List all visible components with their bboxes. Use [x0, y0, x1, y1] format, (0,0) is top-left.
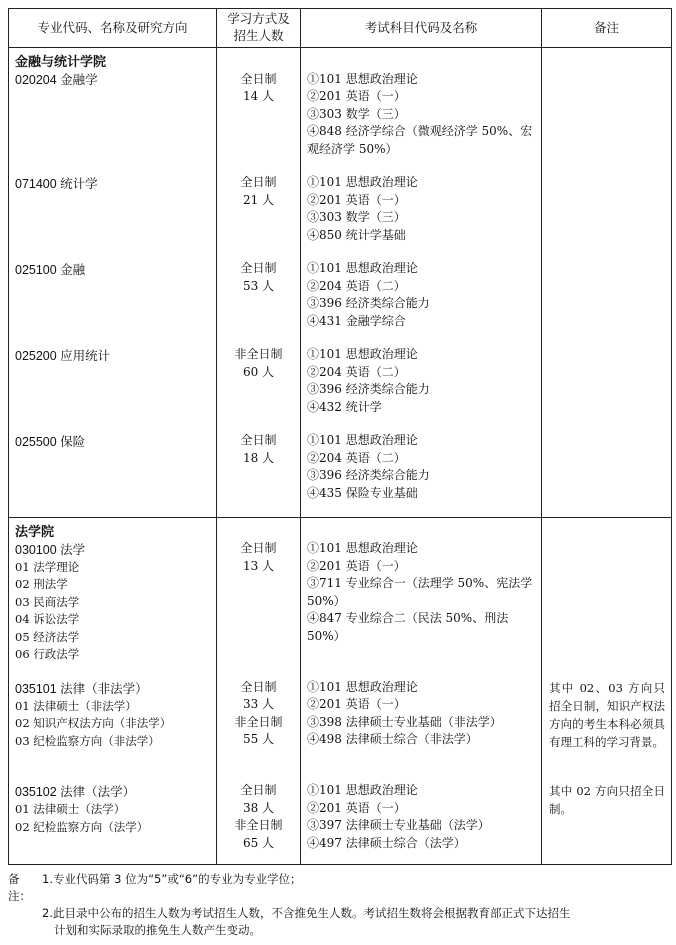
major-direction: 03 纪检监察方向（非法学） — [15, 733, 160, 748]
note-entry — [549, 540, 665, 663]
note-entry — [549, 679, 665, 767]
mode-line: 全日制 — [240, 175, 277, 189]
major-entry — [15, 680, 210, 768]
exam-line: ①101 思想政治理论 — [307, 71, 418, 86]
major-code-name: 035102 法律（法学） — [15, 785, 136, 800]
exam-line: ②201 英语（一） — [307, 558, 406, 573]
exam-line: ①101 思想政治理论 — [307, 433, 418, 447]
mode-line: 18 人 — [242, 450, 275, 465]
mode-entry — [217, 346, 300, 416]
exam-entry — [307, 432, 537, 502]
mode-line: 全日制 — [240, 71, 277, 86]
note-entry — [549, 346, 665, 416]
exam-line: ④432 统计学 — [307, 399, 382, 414]
mode-line: 55 人 — [242, 732, 275, 747]
school-row — [9, 48, 672, 518]
exam-line: ③396 经济类综合能力 — [307, 382, 430, 396]
major-direction: 01 法学理论 — [15, 559, 80, 574]
mode-line: 非全日制 — [234, 714, 283, 729]
mode-line: 全日制 — [240, 541, 277, 556]
exam-line: ③396 经济类综合能力 — [307, 468, 430, 482]
header-mode-line1: 学习方式及 — [227, 12, 290, 26]
major-direction: 01 法律硕士（法学） — [15, 802, 126, 817]
mode-line: 65 人 — [242, 835, 275, 850]
mode-line: 全日制 — [240, 679, 277, 694]
mode-line: 非全日制 — [234, 347, 283, 361]
footnote-2-text: 2.此目录中公布的招生人数为考试招生人数，不含推免生人数。考试招生数将会根据教育部正式下达招生 — [42, 906, 571, 920]
major-entry — [15, 71, 210, 159]
header-mode-line2: 招生人数 — [233, 29, 284, 43]
major-direction: 02 刑法学 — [15, 577, 68, 592]
admissions-table — [8, 8, 672, 865]
exam-entry — [307, 679, 537, 767]
major-code-name: 035101 法律（非法学） — [15, 681, 148, 696]
major-direction: 01 法律硕士（非法学） — [15, 698, 137, 713]
note-entry — [549, 71, 665, 159]
exam-line: ①101 思想政治理论 — [307, 347, 418, 361]
exam-line: ③396 经济类综合能力 — [307, 296, 430, 310]
exam-line: ④497 法律硕士综合（法学） — [307, 835, 466, 850]
note-entry — [549, 174, 665, 244]
col-majors — [9, 48, 217, 518]
exam-entry — [307, 174, 537, 244]
major-direction: 04 诉讼法学 — [15, 612, 80, 627]
major-code-name: 025500 保险 — [15, 434, 86, 449]
exam-line: ②204 英语（二） — [307, 450, 406, 465]
school-row — [9, 517, 672, 864]
exam-line: ①101 思想政治理论 — [307, 541, 418, 556]
mode-line: 60 人 — [242, 364, 275, 379]
school-name: 法学院 — [15, 523, 55, 539]
exam-line: ④435 保险专业基础 — [307, 485, 418, 500]
mode-entry — [217, 782, 300, 852]
mode-entry — [217, 432, 300, 502]
exam-line: ①101 思想政治理论 — [307, 679, 418, 694]
exam-entry — [307, 782, 537, 852]
exam-line: 50%） — [307, 593, 346, 608]
footnote-2-continued: 计划和实际录取的推免生人数产生变动。 — [54, 923, 261, 937]
mode-line: 53 人 — [242, 278, 275, 293]
footnote-label: 备注： — [8, 872, 31, 903]
header-mode — [217, 9, 301, 48]
col-mode — [217, 48, 301, 518]
exam-line: 观经济学 50%） — [307, 141, 398, 156]
exam-line: ③303 数学（三） — [307, 106, 406, 121]
table-header-row — [9, 9, 672, 48]
major-entry — [15, 541, 210, 664]
note-text: 其中 02、03 方向只招全日制，知识产权法方向的考生本科必须具有理工科的学习背景。 — [549, 680, 665, 749]
col-exams — [301, 517, 542, 864]
header-major: 专业代码、名称及研究方向 — [9, 9, 217, 48]
mode-entry — [217, 174, 300, 244]
major-direction: 05 经济法学 — [15, 629, 80, 644]
exam-line: ③397 法律硕士专业基础（法学） — [307, 818, 490, 833]
exam-line: ④847 专业综合二（民法 50%、刑法 50%） — [307, 611, 509, 643]
mode-entry — [217, 260, 300, 330]
col-notes — [542, 517, 672, 864]
major-code-name: 025200 应用统计 — [15, 348, 111, 363]
col-exams — [301, 48, 542, 518]
exam-line: ④848 经济学综合（微观经济学 50%、宏 — [307, 124, 533, 138]
note-text: 其中 02 方向只招全日制。 — [549, 784, 665, 817]
major-direction: 06 行政法学 — [15, 647, 80, 662]
exam-line: ②204 英语（二） — [307, 278, 406, 293]
major-entry — [15, 347, 210, 417]
exam-line: ①101 思想政治理论 — [307, 261, 418, 275]
exam-line: ④431 金融学综合 — [307, 313, 406, 328]
exam-line: ②201 英语（一） — [307, 89, 406, 103]
header-exam: 考试科目代码及名称 — [301, 9, 542, 48]
note-entry — [549, 782, 665, 852]
col-majors — [9, 517, 217, 864]
school-name: 金融与统计学院 — [15, 54, 107, 69]
mode-line: 全日制 — [240, 261, 277, 275]
exam-line: ④498 法律硕士综合（非法学） — [307, 732, 478, 747]
exam-line: ②201 英语（一） — [307, 800, 406, 815]
footnote-1-text: 1.专业代码第 3 位为“5”或“6”的专业为专业学位； — [42, 872, 302, 886]
mode-entry — [217, 540, 300, 663]
mode-entry — [217, 679, 300, 767]
note-entry — [549, 432, 665, 502]
header-note: 备注 — [542, 9, 672, 48]
exam-entry — [307, 260, 537, 330]
footnote-2 — [8, 905, 673, 922]
major-entry — [15, 261, 210, 331]
exam-line: ③711 专业综合一（法理学 50%、宪法学 — [307, 576, 533, 591]
exam-line: ①101 思想政治理论 — [307, 175, 418, 189]
mode-line: 38 人 — [242, 800, 275, 815]
major-code-name: 030100 法学 — [15, 542, 86, 557]
exam-line: ②201 英语（一） — [307, 697, 406, 712]
exam-entry — [307, 346, 537, 416]
major-code-name: 025100 金融 — [15, 262, 86, 277]
mode-line: 非全日制 — [234, 818, 283, 833]
exam-line: ②201 英语（一） — [307, 192, 406, 207]
major-code-name: 071400 统计学 — [15, 176, 98, 191]
major-direction: 02 知识产权法方向（非法学） — [15, 716, 172, 731]
exam-entry — [307, 71, 537, 159]
exam-line: ③398 法律硕士专业基础（非法学） — [307, 714, 502, 729]
major-entry — [15, 433, 210, 503]
exam-line: ④850 统计学基础 — [307, 227, 406, 242]
mode-line: 13 人 — [242, 558, 275, 573]
major-code-name: 020204 金融学 — [15, 73, 98, 87]
major-entry — [15, 175, 210, 245]
mode-line: 21 人 — [242, 192, 275, 207]
mode-line: 全日制 — [240, 433, 277, 447]
mode-line: 33 人 — [242, 697, 275, 712]
note-entry — [549, 260, 665, 330]
exam-line: ①101 思想政治理论 — [307, 783, 418, 798]
major-direction: 02 纪检监察方向（法学） — [15, 819, 149, 834]
mode-entry — [217, 71, 300, 159]
exam-line: ③303 数学（三） — [307, 210, 406, 224]
footnotes — [8, 871, 673, 939]
major-entry — [15, 783, 210, 853]
exam-line: ②204 英语（二） — [307, 364, 406, 379]
major-direction: 03 民商法学 — [15, 594, 80, 609]
mode-line: 14 人 — [242, 89, 275, 103]
col-notes — [542, 48, 672, 518]
mode-line: 全日制 — [240, 783, 277, 798]
footnote-1 — [8, 871, 673, 905]
exam-entry — [307, 540, 537, 663]
col-mode — [217, 517, 301, 864]
